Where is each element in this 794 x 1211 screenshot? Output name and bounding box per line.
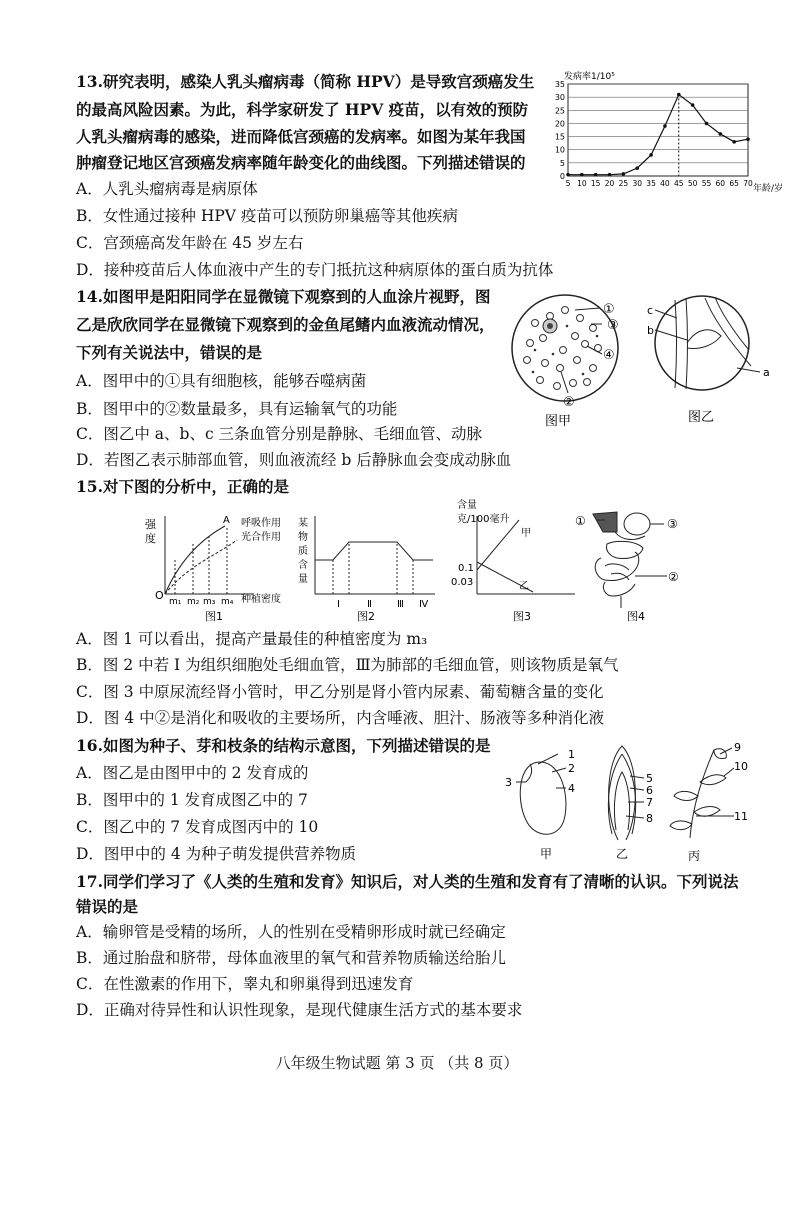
chart-point (608, 173, 612, 177)
page-footer: 八年级生物试题 第 3 页 （共 8 页） (275, 1054, 519, 1072)
chart-x-tick-label: 10 (577, 179, 587, 188)
chart-point (622, 172, 626, 176)
chart-series (566, 93, 750, 177)
bud-diagram (608, 746, 644, 840)
chart-x-ticks (566, 179, 753, 188)
chart-x-tick-label: 5 (565, 179, 571, 188)
chart-x-tick-label: 60 (715, 179, 726, 188)
seed-diagram (516, 754, 566, 834)
fig2-tick-2: Ⅱ (367, 599, 372, 610)
q16-option-d[interactable]: D．图甲中的 4 为种子萌发提供营养物质 (76, 845, 357, 863)
fig3-y-tick-1: 0.1 (458, 563, 474, 574)
fig4-label-1: ① (575, 514, 586, 528)
fig1-ylabel-1: 强 (145, 518, 156, 531)
chart-x-tick-label: 35 (646, 179, 656, 188)
bud-label-6: 6 (646, 784, 653, 797)
bud-caption-yi: 乙 (616, 847, 629, 861)
fig1-xlabel: 种植密度 (241, 594, 281, 605)
q15-option-a[interactable]: A．图 1 可以看出，提高产量最佳的种植密度为 m₃ (76, 630, 428, 648)
chart-x-tick-label: 40 (660, 179, 670, 188)
chart-point (732, 140, 736, 144)
vessel-label-a: a (763, 366, 770, 379)
q17-option-b[interactable]: B．通过胎盘和脐带，母体血液里的氧气和营养物质输送给胎儿 (76, 949, 506, 967)
smear-label-3: ③ (607, 318, 619, 333)
chart-y-ticks (555, 80, 565, 181)
fig1-photo-label: 光合作用 (241, 532, 281, 543)
fig4-digestive-system (593, 512, 650, 608)
fig2-tick-1: Ⅰ (337, 599, 340, 610)
q16-option-b[interactable]: B．图甲中的 1 发育成图乙中的 7 (76, 791, 308, 809)
q15-figures (135, 496, 695, 624)
chart-x-tick-label: 15 (590, 179, 601, 188)
fig1-ylabel-2: 度 (145, 532, 156, 545)
chart-frame (568, 84, 748, 176)
q13-option-b[interactable]: B．女性通过接种 HPV 疫苗可以预防卵巢癌等其他疾病 (76, 207, 458, 225)
figure-jia-caption: 图甲 (545, 414, 572, 429)
q13-stem-line-1: 13.研究表明，感染人乳头瘤病毒（简称 HPV）是导致宫颈癌发生 (76, 72, 535, 91)
chart-x-tick-label: 70 (743, 179, 753, 188)
fig2-ylabel-1: 某 (298, 518, 308, 529)
q14-option-b[interactable]: B．图甲中的②数量最多，具有运输氧气的功能 (76, 400, 398, 418)
chart-x-tick-label: 20 (604, 179, 615, 188)
incidence-line-chart (548, 68, 784, 196)
fig3-series-jia: 甲 (521, 528, 531, 539)
q16-figure (500, 742, 760, 866)
q13-stem-line-4: 肿瘤登记地区宫颈癌发病率随年龄变化的曲线图。下列描述错误的 (76, 153, 526, 172)
fig2-ylabel-4: 含 (298, 560, 308, 571)
q14-stem-line-3: 下列有关说法中，错误的是 (76, 343, 263, 362)
chart-point (746, 137, 750, 141)
chart-point (635, 166, 639, 170)
fig3-ylabel-2: 克/100毫升 (457, 514, 510, 525)
chart-point (649, 153, 653, 157)
fig2-caption: 图2 (357, 610, 375, 623)
seed-caption-jia: 甲 (540, 847, 553, 861)
q13-option-a[interactable]: A．人乳头瘤病毒是病原体 (76, 180, 258, 198)
q13-stem-line-3: 人乳头瘤病毒的感染，进而降低宫颈癌的发病率。如图为某年我国 (76, 127, 526, 146)
vessel-label-c: c (647, 304, 654, 317)
chart-point (594, 173, 598, 177)
fig2-ylabel-2: 物 (298, 532, 308, 543)
q14-option-a[interactable]: A．图甲中的①具有细胞核，能够吞噬病菌 (76, 372, 367, 390)
fig3-y-tick-2: 0.03 (451, 577, 474, 588)
chart-x-tick-label: 45 (673, 179, 684, 188)
q17-option-a[interactable]: A．输卵管是受精的场所，人的性别在受精卵形成时就已经确定 (76, 923, 506, 941)
q15-option-b[interactable]: B．图 2 中若 Ⅰ 为组织细胞处毛细血管，Ⅲ为肺部的毛细血管，则该物质是氧气 (76, 656, 619, 674)
bud-label-8: 8 (646, 812, 653, 825)
q17-option-c[interactable]: C．在性激素的作用下，睾丸和卵巢得到迅速发育 (76, 975, 414, 993)
q13-stem-line-2: 的最高风险因素。为此，科学家研发了 HPV 疫苗，以有效的预防 (76, 100, 529, 119)
fig2-substance-curve (315, 516, 435, 594)
q16-option-a[interactable]: A．图乙是由图甲中的 2 发育成的 (76, 764, 309, 782)
chart-y-tick-label: 30 (554, 93, 565, 103)
q14-option-d[interactable]: D．若图乙表示肺部血管，则血液流经 b 后静脉血会变成动脉血 (76, 451, 512, 469)
fig4-label-2: ② (668, 570, 679, 584)
chart-point (705, 122, 709, 126)
chart-y-tick-label: 35 (554, 80, 565, 89)
q14-stem-line-2: 乙是欣欣同学在显微镜下观察到的金鱼尾鳍内血液流动情况， (76, 315, 495, 334)
chart-y-tick-label: 5 (559, 158, 565, 168)
chart-y-tick-label: 10 (554, 145, 565, 155)
fig1-tick-m3: m₃ (203, 597, 216, 607)
fig1-tick-m2: m₂ (187, 597, 200, 607)
chart-point (691, 103, 695, 107)
chart-x-tick-label: 55 (701, 179, 712, 188)
bud-label-5: 5 (646, 772, 653, 785)
branch-diagram (670, 748, 734, 838)
seed-label-1: 1 (568, 748, 575, 761)
q16-option-c[interactable]: C．图乙中的 7 发育成图丙中的 10 (76, 818, 319, 836)
chart-x-tick-label: 65 (729, 179, 739, 188)
q15-option-d[interactable]: D．图 4 中②是消化和吸收的主要场所，内含唾液、胆汁、肠液等多种消化液 (76, 709, 605, 727)
fig2-tick-3: Ⅲ (397, 599, 404, 610)
vessel-label-b: b (647, 324, 654, 337)
fig1-density-curve (165, 516, 253, 594)
fig3-caption: 图3 (513, 610, 531, 623)
chart-grid (568, 84, 748, 176)
q14-stem-line-1: 14.如图甲是阳阳同学在显微镜下观察到的人血涂片视野，图 (76, 287, 491, 306)
chart-y-tick-label: 0 (559, 172, 565, 181)
fig1-tick-m4: m₄ (221, 597, 234, 607)
fig3-series-yi: 乙 (519, 581, 529, 592)
q15-stem: 15.对下图的分析中，正确的是 (76, 477, 289, 496)
chart-x-tick-label: 50 (687, 179, 698, 188)
chart-x-tick-label: 30 (632, 179, 643, 188)
chart-x-tick-label: 25 (618, 179, 629, 188)
q17-stem-line-1: 17.同学们学习了《人类的生殖和发育》知识后，对人类的生殖和发育有了清晰的认识。下列说法 (76, 872, 739, 891)
smear-label-1: ① (603, 302, 615, 317)
q13-option-c[interactable]: C．宫颈癌高发年龄在 45 岁左右 (76, 234, 304, 252)
chart-y-tick-label: 20 (554, 119, 565, 129)
chart-point (566, 173, 570, 177)
branch-label-11: 11 (734, 810, 748, 823)
figure-yi-caption: 图乙 (688, 410, 715, 425)
smear-label-4: ④ (603, 348, 615, 363)
fig2-ylabel-5: 量 (298, 574, 308, 585)
q14-option-c[interactable]: C．图乙中 a、b、c 三条血管分别是静脉、毛细血管、动脉 (76, 425, 483, 443)
seed-label-2: 2 (568, 762, 575, 775)
branch-caption-bing: 丙 (688, 849, 701, 863)
fig2-tick-4: Ⅳ (419, 599, 429, 610)
chart-point (719, 132, 723, 136)
fig1-tick-m1: m₁ (169, 597, 182, 607)
chart-x-label: 年龄/岁 (753, 184, 784, 194)
fish-tail-vessels (655, 296, 751, 390)
branch-label-9: 9 (734, 742, 741, 754)
fig1-label-a: A (223, 515, 230, 526)
chart-title: 发病率1/10⁵ (564, 72, 615, 82)
blood-smear-figure (505, 288, 794, 438)
chart-y-tick-label: 15 (554, 132, 565, 142)
chart-point (663, 124, 667, 128)
fig1-origin: O (155, 589, 164, 602)
bud-label-7: 7 (646, 796, 653, 809)
q17-stem-line-2: 错误的是 (76, 897, 139, 916)
q15-option-c[interactable]: C．图 3 中原尿流经肾小管时，甲乙分别是肾小管内尿素、葡萄糖含量的变化 (76, 683, 604, 701)
fig3-ylabel-1: 含量 (457, 500, 477, 511)
chart-y-tick-label: 25 (554, 106, 565, 116)
smear-label-2: ② (563, 395, 575, 410)
fig2-ylabel-3: 质 (298, 546, 308, 557)
seed-label-3: 3 (505, 776, 512, 789)
q17-option-d[interactable]: D．正确对待异性和认识性现象，是现代健康生活方式的基本要求 (76, 1001, 523, 1019)
seed-label-4: 4 (568, 782, 575, 795)
fig4-caption: 图4 (627, 610, 645, 623)
chart-point (580, 173, 584, 177)
branch-label-10: 10 (734, 760, 748, 773)
fig1-resp-label: 呼吸作用 (241, 518, 281, 529)
fig1-caption: 图1 (205, 610, 223, 623)
q16-stem: 16.如图为种子、芽和枝条的结构示意图，下列描述错误的是 (76, 736, 491, 755)
fig4-label-3: ③ (667, 517, 678, 531)
q13-option-d[interactable]: D．接种疫苗后人体血液中产生的专门抵抗这种病原体的蛋白质为抗体 (76, 261, 554, 279)
